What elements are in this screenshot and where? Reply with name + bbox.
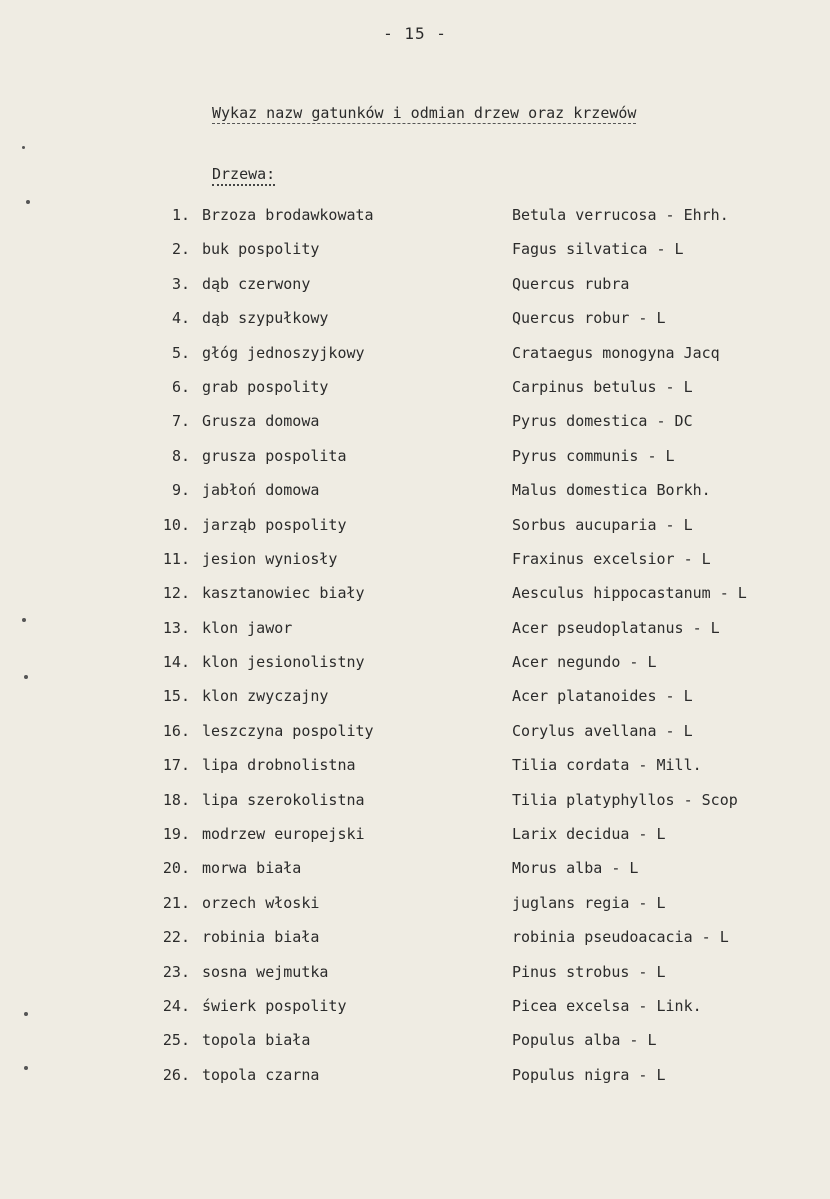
latin-name: Betula verrucosa - Ehrh. (512, 206, 729, 224)
list-item (0, 411, 830, 445)
margin-dot (22, 618, 26, 622)
polish-name: dąb szypułkowy (202, 309, 329, 328)
list-item (0, 239, 830, 273)
list-item (0, 515, 830, 549)
list-item (0, 996, 830, 1030)
item-number: 16. (162, 721, 190, 740)
list-item (0, 790, 830, 824)
polish-name: świerk pospolity (202, 996, 347, 1015)
item-number: 2. (171, 240, 190, 259)
polish-name: lipa drobnolistna (202, 756, 356, 775)
list-item (0, 858, 830, 892)
latin-name: Acer negundo - L (512, 653, 657, 672)
margin-dot (24, 1012, 28, 1016)
polish-name: klon jesionolistny (202, 653, 365, 672)
polish-name: jesion wyniosły (202, 549, 338, 568)
latin-name: Acer pseudoplatanus - L (512, 618, 720, 637)
item-number: 6. (171, 377, 190, 396)
latin-name: juglans regia - L (512, 893, 666, 912)
item-number: 25. (162, 1031, 190, 1050)
list-item (0, 549, 830, 583)
item-number: 9. (171, 481, 190, 500)
margin-dot (24, 675, 28, 679)
list-item (0, 755, 830, 789)
polish-name: topola biała (202, 1031, 311, 1050)
polish-name: jarząb pospolity (202, 515, 347, 534)
item-number: 13. (162, 618, 190, 637)
list-item (0, 652, 830, 686)
list-item (0, 583, 830, 617)
latin-name: Sorbus aucuparia - L (512, 515, 693, 534)
polish-name: grab pospolity (202, 377, 329, 396)
polish-name: klon zwyczajny (202, 687, 329, 706)
item-number: 12. (162, 584, 190, 603)
latin-name: Corylus avellana - L (512, 721, 693, 740)
page-number: - 15 - (383, 24, 447, 43)
list-item (0, 686, 830, 720)
polish-name: morwa biała (202, 859, 302, 878)
latin-name: Populus nigra - L (512, 1065, 666, 1084)
margin-dot (22, 146, 25, 149)
latin-name: Tilia cordata - Mill. (512, 756, 702, 775)
item-number: 8. (171, 446, 190, 465)
latin-name: Crataegus monogyna Jacq (512, 343, 720, 362)
list-item (0, 274, 830, 308)
polish-name: Brzoza brodawkowata (202, 206, 374, 224)
list-item (0, 824, 830, 858)
item-number: 1. (171, 206, 190, 224)
polish-name: Grusza domowa (202, 412, 320, 431)
item-number: 21. (162, 893, 190, 912)
list-item (0, 308, 830, 342)
list-item (0, 205, 830, 239)
latin-name: Pyrus communis - L (512, 446, 675, 465)
polish-name: kasztanowiec biały (202, 584, 365, 603)
polish-name: robinia biała (202, 928, 320, 947)
item-number: 7. (171, 412, 190, 431)
list-item (0, 893, 830, 927)
latin-name: Pyrus domestica - DC (512, 412, 693, 431)
list-item (0, 1065, 830, 1099)
list-item (0, 480, 830, 514)
item-number: 19. (162, 825, 190, 844)
item-number: 22. (162, 928, 190, 947)
latin-name: Populus alba - L (512, 1031, 657, 1050)
item-number: 4. (171, 309, 190, 328)
latin-name: Acer platanoides - L (512, 687, 693, 706)
item-number: 26. (162, 1065, 190, 1084)
latin-name: Fagus silvatica - L (512, 240, 684, 259)
list-item (0, 343, 830, 377)
polish-name: lipa szerokolistna (202, 790, 365, 809)
latin-name: Quercus robur - L (512, 309, 666, 328)
item-number: 11. (162, 549, 190, 568)
section-heading: Drzewa: (212, 165, 275, 186)
latin-name: Quercus rubra (512, 274, 630, 293)
item-number: 3. (171, 274, 190, 293)
margin-dot (26, 200, 30, 204)
item-number: 5. (171, 343, 190, 362)
latin-name: Picea excelsa - Link. (512, 996, 702, 1015)
latin-name: Morus alba - L (512, 859, 639, 878)
item-number: 23. (162, 962, 190, 981)
item-number: 18. (162, 790, 190, 809)
list-item (0, 1030, 830, 1064)
polish-name: modrzew europejski (202, 825, 365, 844)
latin-name: Carpinus betulus - L (512, 377, 693, 396)
latin-name: Larix decidua - L (512, 825, 666, 844)
list-item (0, 962, 830, 996)
item-number: 14. (162, 653, 190, 672)
polish-name: buk pospolity (202, 240, 320, 259)
list-item (0, 721, 830, 755)
latin-name: Fraxinus excelsior - L (512, 549, 711, 568)
margin-dot (24, 1066, 28, 1070)
polish-name: dąb czerwony (202, 274, 311, 293)
item-number: 10. (162, 515, 190, 534)
latin-name: Tilia platyphyllos - Scop (512, 790, 738, 809)
polish-name: leszczyna pospolity (202, 721, 374, 740)
item-number: 20. (162, 859, 190, 878)
list-item (0, 927, 830, 961)
polish-name: sosna wejmutka (202, 962, 329, 981)
item-number: 15. (162, 687, 190, 706)
latin-name: robinia pseudoacacia - L (512, 928, 729, 947)
polish-name: orzech włoski (202, 893, 320, 912)
document-title: Wykaz nazw gatunków i odmian drzew oraz krzewów (212, 104, 637, 122)
latin-name: Malus domestica Borkh. (512, 481, 711, 500)
item-number: 24. (162, 996, 190, 1015)
polish-name: jabłoń domowa (202, 481, 320, 500)
list-item (0, 377, 830, 411)
latin-name: Pinus strobus - L (512, 962, 666, 981)
latin-name: Aesculus hippocastanum - L (512, 584, 747, 603)
item-number: 17. (162, 756, 190, 775)
list-item (0, 618, 830, 652)
polish-name: topola czarna (202, 1065, 320, 1084)
polish-name: grusza pospolita (202, 446, 347, 465)
polish-name: klon jawor (202, 618, 293, 637)
species-list (0, 205, 830, 1099)
list-item (0, 446, 830, 480)
polish-name: głóg jednoszyjkowy (202, 343, 365, 362)
